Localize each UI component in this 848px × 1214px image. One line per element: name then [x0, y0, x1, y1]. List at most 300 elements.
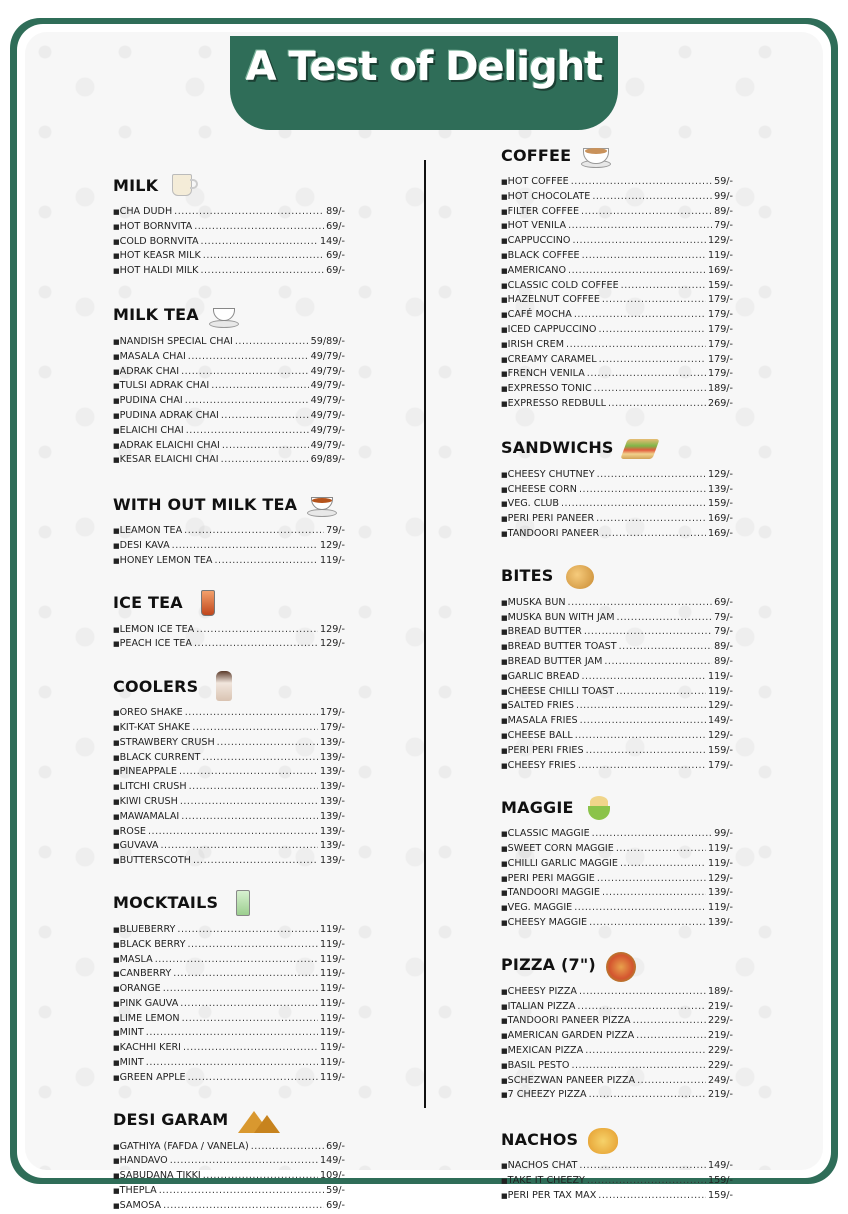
dot-leader: [602, 886, 706, 901]
item-name: CHEESY MAGGIE: [507, 917, 588, 929]
bullet-icon: ■: [501, 237, 508, 246]
item-name: FILTER COFFEE: [507, 205, 580, 217]
bullet-icon: ■: [113, 812, 120, 821]
bullet-icon: ■: [501, 628, 508, 637]
dot-leader: [571, 175, 712, 190]
menu-item: [501, 886, 733, 901]
item-name: BLACK COFFEE: [507, 249, 580, 261]
item-name: GREEN APPLE: [119, 1071, 186, 1083]
dot-leader: [188, 350, 309, 365]
item-price: 49/79/-: [310, 409, 345, 421]
item-price: 129/-: [319, 539, 345, 551]
dot-leader: [566, 338, 706, 353]
item-name: ELAICHI CHAI: [119, 424, 184, 436]
bullet-icon: ■: [501, 687, 508, 696]
bullet-icon: ■: [113, 857, 120, 866]
menu-item: [501, 655, 733, 670]
dot-leader: [203, 1169, 318, 1184]
bullet-icon: ■: [113, 382, 120, 391]
section-header: [113, 1100, 345, 1140]
item-name: ROSE: [119, 825, 146, 837]
item-price: 159/-: [707, 1189, 733, 1201]
menu-item: [501, 397, 733, 412]
dot-leader: [170, 1154, 318, 1169]
item-price: 129/-: [707, 468, 733, 480]
item-price: 69/-: [714, 596, 733, 608]
item-price: 119/-: [707, 249, 733, 261]
dot-leader: [594, 382, 706, 397]
item-price: 149/-: [707, 1160, 733, 1172]
item-price: 119/-: [319, 1071, 345, 1083]
section-header: [501, 135, 733, 175]
bullet-icon: ■: [501, 192, 508, 201]
bullet-icon: ■: [113, 267, 120, 276]
item-price: 139/-: [319, 840, 345, 852]
menu-item: [113, 1184, 345, 1199]
dot-leader: [173, 967, 318, 982]
dot-leader: [592, 190, 712, 205]
dot-leader: [601, 527, 706, 542]
item-name: MEXICAN PIZZA: [507, 1045, 584, 1057]
section-title: MAGGIE: [501, 797, 574, 817]
menu-item: [113, 379, 345, 394]
menu-item: [501, 842, 733, 857]
item-name: KIWI CRUSH: [119, 795, 178, 807]
dot-leader: [172, 539, 318, 554]
bullet-icon: ■: [501, 355, 508, 364]
section-header: [501, 1119, 733, 1159]
menu-item: [501, 249, 733, 264]
menu-item: [501, 729, 733, 744]
dot-leader: [621, 279, 706, 294]
item-name: LEAMON TEA: [119, 525, 183, 537]
menu-item: [113, 1026, 345, 1041]
menu-item: [113, 997, 345, 1012]
menu-item: [113, 554, 345, 569]
section-nachos: [501, 1119, 733, 1203]
teacup-icon: [207, 300, 241, 330]
menu-item: [113, 765, 345, 780]
item-price: 119/-: [319, 1027, 345, 1039]
bullet-icon: ■: [501, 859, 508, 868]
menu-item: [113, 264, 345, 279]
dot-leader: [619, 640, 712, 655]
item-price: 69/-: [326, 1199, 345, 1211]
section-header: [113, 666, 345, 706]
item-price: 49/79/-: [310, 424, 345, 436]
item-name: EXPRESSO TONIC: [507, 383, 592, 395]
item-name: MUSKA BUN WITH JAM: [507, 611, 615, 623]
item-price: 219/-: [707, 1000, 733, 1012]
item-name: PEACH ICE TEA: [119, 638, 192, 650]
item-price: 249/-: [707, 1074, 733, 1086]
item-price: 179/-: [707, 353, 733, 365]
dot-leader: [222, 439, 309, 454]
section-title: PIZZA (7"): [501, 955, 596, 975]
bullet-icon: ■: [113, 456, 120, 465]
section-sandwichs: [501, 428, 733, 542]
item-price: 49/79/-: [310, 350, 345, 362]
dot-leader: [146, 1026, 318, 1041]
item-name: GARLIC BREAD: [507, 670, 580, 682]
item-name: BREAD BUTTER TOAST: [507, 641, 617, 653]
dot-leader: [561, 497, 706, 512]
item-name: BASIL PESTO: [507, 1059, 570, 1071]
menu-item-list: [113, 524, 345, 568]
bullet-icon: ■: [501, 281, 508, 290]
dot-leader: [174, 205, 324, 220]
menu-item: [501, 985, 733, 1000]
dot-leader: [592, 827, 712, 842]
item-name: MASLA: [119, 953, 153, 965]
dot-leader: [581, 670, 706, 685]
menu-item: [113, 1012, 345, 1027]
dot-leader: [574, 901, 706, 916]
item-price: 59/-: [326, 1185, 345, 1197]
item-price: 139/-: [319, 795, 345, 807]
menu-item: [113, 335, 345, 350]
item-name: HOT VENILA: [507, 220, 567, 232]
item-price: 119/-: [319, 1012, 345, 1024]
menu-item: [501, 1189, 733, 1204]
menu-item: [501, 1159, 733, 1174]
item-price: 149/-: [707, 715, 733, 727]
bullet-icon: ■: [113, 556, 120, 565]
menu-item: [113, 854, 345, 869]
item-name: TANDOORI MAGGIE: [507, 887, 600, 899]
menu-item: [501, 527, 733, 542]
bullet-icon: ■: [113, 985, 120, 994]
item-price: 139/-: [319, 781, 345, 793]
dot-leader: [598, 1189, 706, 1204]
section-header: [113, 484, 345, 524]
item-name: CAFÉ MOCHA: [507, 309, 572, 321]
dot-leader: [598, 323, 706, 338]
item-name: PINEAPPALE: [119, 766, 177, 778]
item-price: 139/-: [319, 810, 345, 822]
dot-leader: [203, 249, 324, 264]
item-name: MAWAMALAI: [119, 810, 180, 822]
menu-item: [501, 611, 733, 626]
bullet-icon: ■: [501, 385, 508, 394]
section-ice-tea: [113, 583, 345, 653]
item-name: CHILLI GARLIC MAGGIE: [507, 857, 618, 869]
bullet-icon: ■: [113, 337, 120, 346]
item-price: 139/-: [319, 736, 345, 748]
item-price: 79/-: [326, 525, 345, 537]
column-divider: [424, 160, 426, 1108]
item-price: 139/-: [319, 855, 345, 867]
menu-item: [501, 596, 733, 611]
item-name: STRAWBERY CRUSH: [119, 736, 215, 748]
bullet-icon: ■: [501, 761, 508, 770]
bullet-icon: ■: [501, 515, 508, 524]
dot-leader: [211, 379, 308, 394]
bullet-icon: ■: [501, 845, 508, 854]
dot-leader: [200, 264, 324, 279]
item-name: CLASSIC MAGGIE: [507, 828, 590, 840]
section-pizza: [501, 945, 733, 1103]
item-price: 89/-: [714, 641, 733, 653]
dot-leader: [185, 394, 309, 409]
left-column: [113, 165, 345, 1214]
menu-item: [501, 625, 733, 640]
item-price: 179/-: [707, 338, 733, 350]
menu-item: [113, 424, 345, 439]
menu-item: [113, 394, 345, 409]
bullet-icon: ■: [501, 296, 508, 305]
black-tea-icon: [305, 489, 339, 519]
dot-leader: [215, 554, 318, 569]
item-price: 219/-: [707, 1030, 733, 1042]
menu-item: [113, 1154, 345, 1169]
item-name: BUTTERSCOTH: [119, 855, 191, 867]
item-name: SABUDANA TIKKI: [119, 1170, 201, 1182]
section-bites: [501, 556, 733, 774]
bullet-icon: ■: [501, 251, 508, 260]
dot-leader: [636, 1029, 706, 1044]
menu-item: [113, 706, 345, 721]
bullet-icon: ■: [501, 1091, 508, 1100]
dot-leader: [221, 453, 309, 468]
dot-leader: [217, 736, 318, 751]
item-name: HOT BORNVITA: [119, 220, 193, 232]
item-price: 69/89/-: [310, 454, 345, 466]
bullet-icon: ■: [113, 783, 120, 792]
dot-leader: [568, 596, 713, 611]
item-price: 69/-: [326, 220, 345, 232]
section-header: [501, 556, 733, 596]
dot-leader: [155, 953, 318, 968]
item-name: NANDISH SPECIAL CHAI: [119, 335, 233, 347]
menu-item: [501, 1174, 733, 1189]
item-price: 179/-: [707, 368, 733, 380]
item-price: 69/-: [326, 265, 345, 277]
menu-item: [501, 338, 733, 353]
menu-item: [501, 1044, 733, 1059]
menu-item: [113, 967, 345, 982]
menu-item: [113, 539, 345, 554]
item-price: 139/-: [319, 825, 345, 837]
dot-leader: [602, 293, 706, 308]
section-coolers: [113, 666, 345, 869]
section-header: [501, 945, 733, 985]
bullet-icon: ■: [113, 955, 120, 964]
menu-item-list: [113, 706, 345, 869]
dot-leader: [193, 854, 318, 869]
iced-tea-glass-icon: [191, 588, 225, 618]
section-title: NACHOS: [501, 1129, 579, 1149]
section-header: [113, 583, 345, 623]
dot-leader: [575, 729, 706, 744]
menu-item: [113, 953, 345, 968]
menu-item: [501, 353, 733, 368]
dot-leader: [568, 264, 706, 279]
dot-leader: [637, 1074, 706, 1089]
menu-item: [501, 670, 733, 685]
item-price: 79/-: [714, 220, 733, 232]
item-price: 119/-: [319, 923, 345, 935]
item-price: 169/-: [707, 513, 733, 525]
bullet-icon: ■: [501, 529, 508, 538]
menu-item-list: [501, 596, 733, 774]
bullet-icon: ■: [113, 842, 120, 851]
item-price: 99/-: [714, 190, 733, 202]
bullet-icon: ■: [113, 411, 120, 420]
dot-leader: [186, 424, 309, 439]
noodle-bowl-icon: [582, 792, 616, 822]
item-price: 229/-: [707, 1059, 733, 1071]
menu-item: [501, 759, 733, 774]
section-title: ICE TEA: [113, 593, 183, 613]
item-name: BLUEBERRY: [119, 923, 176, 935]
menu-item: [113, 637, 345, 652]
item-name: KACHHI KERI: [119, 1042, 181, 1054]
dot-leader: [620, 857, 706, 872]
item-name: BREAD BUTTER JAM: [507, 655, 603, 667]
item-name: KESAR ELAICHI CHAI: [119, 454, 219, 466]
menu-item: [113, 220, 345, 235]
item-price: 99/-: [714, 828, 733, 840]
menu-item: [501, 175, 733, 190]
menu-item: [113, 235, 345, 250]
menu-item: [501, 219, 733, 234]
section-maggie: [501, 787, 733, 931]
bullet-icon: ■: [501, 919, 508, 928]
menu-item: [501, 382, 733, 397]
bullet-icon: ■: [501, 1032, 508, 1041]
section-title: BITES: [501, 566, 554, 586]
item-name: HOT CHOCOLATE: [507, 190, 591, 202]
menu-item: [501, 190, 733, 205]
bullet-icon: ■: [113, 1201, 120, 1210]
item-name: SCHEZWAN PANEER PIZZA: [507, 1074, 636, 1086]
dot-leader: [196, 623, 318, 638]
item-name: LITCHI CRUSH: [119, 781, 187, 793]
dot-leader: [604, 655, 712, 670]
menu-item-list: [113, 1140, 345, 1214]
item-name: TANDOORI PANEER PIZZA: [507, 1015, 631, 1027]
item-price: 119/-: [319, 968, 345, 980]
menu-item: [501, 293, 733, 308]
bullet-icon: ■: [113, 709, 120, 718]
bullet-icon: ■: [113, 527, 120, 536]
item-price: 59/89/-: [310, 335, 345, 347]
dot-leader: [184, 524, 324, 539]
dot-leader: [148, 825, 318, 840]
item-name: CREAMY CARAMEL: [507, 353, 597, 365]
item-name: BLACK BERRY: [119, 938, 186, 950]
item-price: 179/-: [707, 309, 733, 321]
dot-leader: [568, 219, 712, 234]
item-price: 149/-: [319, 1155, 345, 1167]
menu-item: [113, 923, 345, 938]
item-price: 139/-: [707, 917, 733, 929]
section-header: [113, 295, 345, 335]
dot-leader: [616, 685, 706, 700]
item-name: HOT COFFEE: [507, 176, 569, 187]
item-name: CHEESY FRIES: [507, 759, 576, 771]
bullet-icon: ■: [113, 1172, 120, 1181]
menu-item: [113, 810, 345, 825]
item-price: 139/-: [319, 751, 345, 763]
dot-leader: [617, 611, 713, 626]
item-name: ADRAK CHAI: [119, 365, 180, 377]
menu-item: [113, 825, 345, 840]
bullet-icon: ■: [501, 470, 508, 479]
bullet-icon: ■: [501, 207, 508, 216]
menu-item: [113, 623, 345, 638]
menu-item: [113, 524, 345, 539]
bullet-icon: ■: [113, 753, 120, 762]
dot-leader: [194, 637, 318, 652]
dot-leader: [194, 220, 324, 235]
pizza-icon: [604, 950, 638, 980]
bullet-icon: ■: [113, 541, 120, 550]
bullet-icon: ■: [501, 672, 508, 681]
item-name: HOT KEASR MILK: [119, 250, 201, 262]
bullet-icon: ■: [501, 399, 508, 408]
item-name: BLACK CURRENT: [119, 751, 201, 763]
item-name: MUSKA BUN: [507, 596, 566, 608]
menu-item: [113, 982, 345, 997]
bullet-icon: ■: [501, 717, 508, 726]
dot-leader: [146, 1056, 318, 1071]
menu-item: [501, 1059, 733, 1074]
item-price: 129/-: [707, 235, 733, 247]
dot-leader: [597, 872, 706, 887]
item-price: 179/-: [707, 323, 733, 335]
menu-item: [113, 1041, 345, 1056]
item-price: 229/-: [707, 1015, 733, 1027]
menu-item: [501, 1029, 733, 1044]
dot-leader: [585, 1044, 706, 1059]
bullet-icon: ■: [501, 325, 508, 334]
dot-leader: [633, 1014, 706, 1029]
item-price: 189/-: [707, 383, 733, 395]
dot-leader: [587, 367, 706, 382]
item-name: CHEESY PIZZA: [507, 985, 577, 997]
latte-cup-icon: [579, 140, 613, 170]
section-coffee: [501, 135, 733, 412]
bullet-icon: ■: [113, 1014, 120, 1023]
menu-item: [113, 938, 345, 953]
item-price: 269/-: [707, 397, 733, 409]
item-price: 139/-: [707, 887, 733, 899]
menu-item-list: [501, 827, 733, 931]
menu-item: [501, 1014, 733, 1029]
bullet-icon: ■: [501, 340, 508, 349]
item-name: IRISH CREM: [507, 338, 565, 350]
bullet-icon: ■: [501, 1061, 508, 1070]
item-name: MINT: [119, 1057, 144, 1069]
bullet-icon: ■: [501, 1047, 508, 1056]
dot-leader: [572, 234, 706, 249]
section-title: DESI GARAM: [113, 1110, 229, 1130]
menu-item-list: [113, 335, 345, 468]
item-price: 59/-: [714, 176, 733, 187]
menu-item: [501, 1074, 733, 1089]
bullet-icon: ■: [501, 702, 508, 711]
menu-item: [113, 205, 345, 220]
bullet-icon: ■: [113, 738, 120, 747]
dot-leader: [202, 751, 318, 766]
dot-leader: [616, 842, 706, 857]
item-price: 89/-: [714, 205, 733, 217]
item-name: PUDINA ADRAK CHAI: [119, 409, 219, 421]
menu-item-list: [501, 468, 733, 542]
dot-leader: [163, 982, 318, 997]
